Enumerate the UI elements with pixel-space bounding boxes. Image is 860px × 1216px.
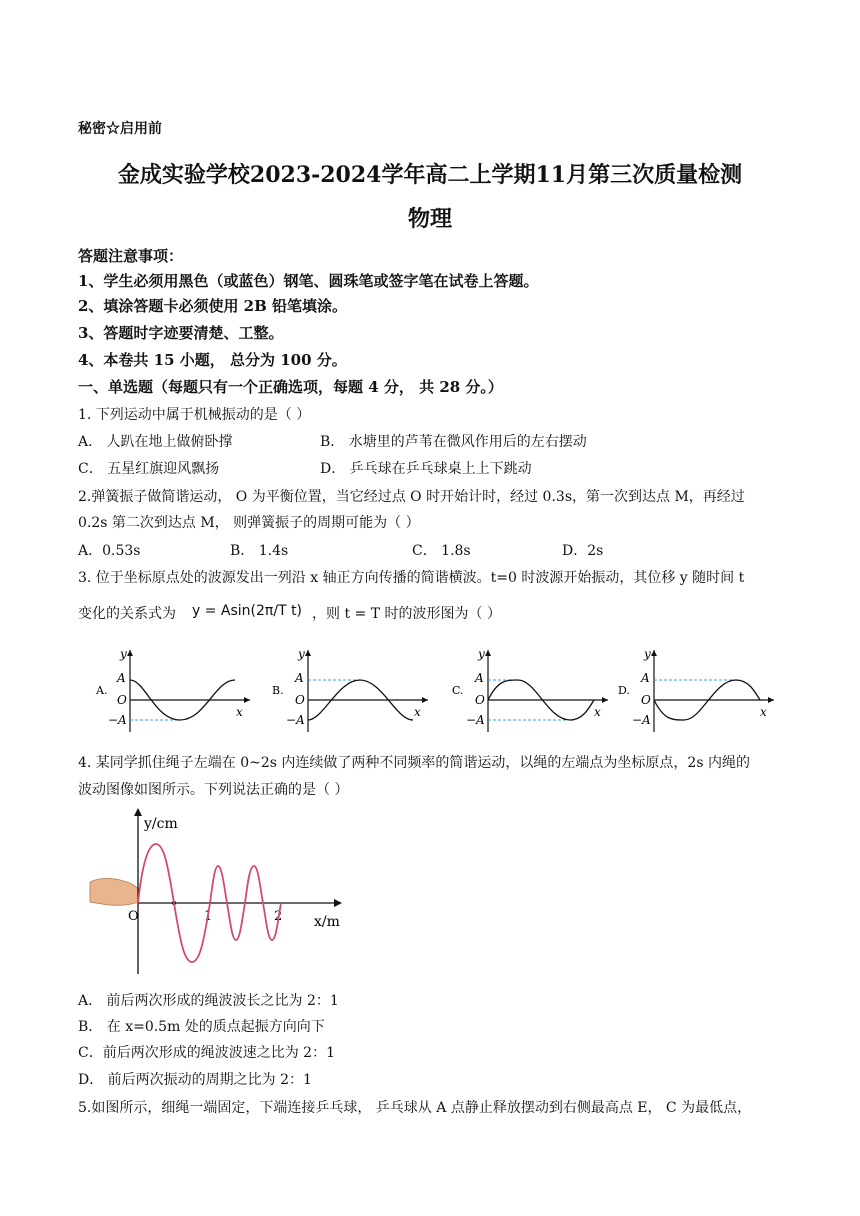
- q4-rope-wave-graph: [88, 806, 348, 978]
- svg-text:y: y: [644, 647, 651, 661]
- question-1-stem: 1. 下列运动中属于机械振动的是（ ）: [78, 407, 311, 423]
- svg-text:O: O: [117, 693, 127, 707]
- q4-option-a: A． 前后两次形成的绳波波长之比为 2：1: [78, 993, 339, 1009]
- svg-text:y: y: [120, 647, 127, 661]
- svg-text:−A: −A: [632, 713, 651, 727]
- svg-text:A: A: [475, 671, 484, 685]
- notice-heading: 答题注意事项：: [78, 247, 184, 265]
- q4-option-d: D． 前后两次振动的周期之比为 2：1: [78, 1072, 312, 1088]
- svg-text:A: A: [641, 671, 650, 685]
- q3-graph-c[interactable]: [448, 644, 618, 736]
- svg-text:A: A: [295, 671, 304, 685]
- svg-text:O: O: [641, 693, 651, 707]
- svg-text:C.: C.: [452, 684, 464, 697]
- x-axis-label: x/m: [314, 914, 340, 930]
- hand-icon: [90, 878, 140, 905]
- secret-label: 秘密☆启用前: [78, 121, 162, 137]
- q1-option-c: C． 五星红旗迎风飘扬: [78, 461, 220, 477]
- question-5-line1: 5.如图所示，细绳一端固定，下端连接乒乓球， 乒乓球从 A 点静止释放摆动到右侧最高点 E， C 为最低点，: [78, 1100, 752, 1116]
- graph-option-label: A.: [96, 684, 108, 697]
- question-3-line2b: ，则 t = T 时的波形图为（ ）: [312, 606, 501, 622]
- svg-text:y: y: [298, 647, 305, 661]
- svg-text:−A: −A: [108, 713, 127, 727]
- x-tick-1: 1: [204, 909, 213, 924]
- origin-label: O: [128, 909, 139, 924]
- question-4-line1: 4. 某同学抓住绳子左端在 0~2s 内连续做了两种不同频率的简谐运动，以绳的左端点为坐标原点，2s 内绳的: [78, 755, 750, 771]
- svg-text:x: x: [414, 705, 421, 719]
- q4-option-b: B． 在 x=0.5m 处的质点起振方向向下: [78, 1019, 325, 1035]
- q1-option-d: D． 乒乓球在乒乓球桌上上下跳动: [320, 461, 532, 477]
- svg-text:−A: −A: [466, 713, 485, 727]
- question-2-line2: 0.2s 第二次到达点 M， 则弹簧振子的周期可能为（ ）: [78, 515, 420, 531]
- svg-text:B.: B.: [272, 684, 284, 697]
- question-4-line2: 波动图像如图所示。下列说法正确的是（ ）: [78, 782, 349, 798]
- svg-text:−A: −A: [286, 713, 305, 727]
- q1-option-a: A． 人趴在地上做俯卧撑: [78, 434, 233, 450]
- q2-option-b: B． 1.4s: [230, 543, 289, 559]
- svg-text:y: y: [478, 647, 485, 661]
- svg-text:x: x: [236, 705, 243, 719]
- page-title: 金成实验学校2023-2024学年高二上学期11月第三次质量检测: [117, 162, 743, 188]
- q3-graph-b[interactable]: [268, 644, 438, 736]
- svg-text:O: O: [295, 693, 305, 707]
- notice-item: 4、本卷共 15 小题， 总分为 100 分。: [78, 351, 347, 369]
- q1-option-b: B． 水塘里的芦苇在微风作用后的左右摆动: [320, 434, 587, 450]
- section-heading: 一、单选题（每题只有一个正确选项，每题 4 分， 共 28 分。）: [78, 378, 503, 396]
- subject-title: 物理: [407, 206, 452, 232]
- question-3-line1: 3. 位于坐标原点处的波源发出一列沿 x 轴正方向传播的简谐横波。t=0 时波源开始振动，其位移 y 随时间 t: [78, 570, 745, 586]
- q2-option-c: C． 1.8s: [412, 543, 471, 559]
- notice-item: 1、学生必须用黑色（或蓝色）钢笔、圆珠笔或签字笔在试卷上答题。: [78, 272, 539, 290]
- x-tick-2: 2: [274, 909, 283, 924]
- notice-item: 3、答题时字迹要清楚、工整。: [78, 324, 284, 342]
- notice-item: 2、填涂答题卡必须使用 2B 铅笔填涂。: [78, 297, 347, 315]
- svg-text:x: x: [594, 705, 601, 719]
- q4-option-c: C．前后两次形成的绳波波速之比为 2：1: [78, 1045, 335, 1061]
- y-axis-label: y/cm: [144, 816, 178, 832]
- question-3-line2a: 变化的关系式为: [78, 606, 176, 622]
- svg-text:O: O: [475, 693, 485, 707]
- svg-text:D.: D.: [618, 684, 630, 697]
- q3-formula: y = Asin(2π/T t): [192, 603, 303, 619]
- question-2-line1: 2.弹簧振子做简谐运动， O 为平衡位置，当它经过点 O 时开始计时，经过 0.3s，第一次到达点 M，再经过: [78, 489, 745, 505]
- q2-option-d: D．2s: [562, 543, 604, 559]
- q3-graph-a[interactable]: [90, 644, 260, 736]
- svg-text:A: A: [117, 671, 126, 685]
- svg-text:x: x: [760, 705, 767, 719]
- q2-option-a: A．0.53s: [78, 543, 141, 559]
- q3-graph-d[interactable]: [614, 644, 784, 736]
